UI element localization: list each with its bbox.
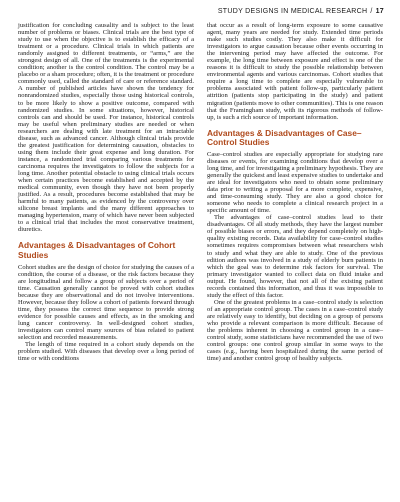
- running-header: [218, 8, 384, 15]
- paragraph: The length of time required in a cohort study depends on the problem studied. With diseases that develop over a long period of time or with conditions: [18, 341, 194, 363]
- left-column: [18, 22, 194, 362]
- paragraph: justification for concluding causality and is subject to the least number of problems or biases. Clinical trials are the best type of study to use when the objective is to establish the efficacy of a treatment or a procedure. Clinical trials in which patients are randomly assigned to different treatments, or “arms,” are the strongest design of all. One of the treatments is the experimental condition; another is the control condition. The control may be a placebo or a sham procedure; often, it is the treatment or procedure commonly used, called the standard of care or reference standard. A number of published articles have shown the tendency for nonrandomized studies, especially those using historical controls, to be more likely to show a positive outcome, compared with randomized studies. In some situations, however, historical controls can and should be used. For instance, historical controls may be useful when preliminary studies are needed or when researchers are dealing with late treatment for an intractable disease, such as advanced cancer. Although clinical trials provide the greatest justification for determining causation, obstacles to using them include their great expense and long duration. For instance, a randomized trial comparing various treatments for carcinoma requires the investigators to follow the subjects for a long time. Another potential obstacle to using clinical trials occurs when certain practices become established and accepted by the medical community, even though they have not been properly justified. As a result, procedures become established that may be harmful to many patients, as evidenced by the controversy over silicone breast implants and the many different approaches to managing hypertension, many of which have never been subjected to a clinical trial that includes the most conservative treatment, diuretics.: [18, 22, 194, 234]
- paragraph: The advantages of case–control studies lead to their disadvantages. Of all study methods, they have the largest number of possible biases or errors, and they depend completely on high-quality existing records. Data availability for case–control studies sometimes requires compromises between what researchers wish to study and what they are able to study. One of the previous edition authors was involved in a study of elderly burn patients in which the goal was to determine risk factors for survival. The primary investigator wanted to collect data on fluid intake and output. He found, however, that not all of the existing patient records contained this information, and thus it was impossible to study the effect of this factor.: [207, 214, 383, 299]
- paragraph: One of the greatest problems in a case–control study is selection of an appropriate control group. The cases in a case–control study are relatively easy to identify, but deciding on a group of persons who provide a relevant comparison is more difficult. Because of the problems inherent in choosing a control group in a case–control study, some statisticians have recommended the use of two control groups: one control group similar in some ways to the cases (e.g., having been hospitalized during the same period of time) and another control group of healthy subjects.: [207, 298, 383, 363]
- page-number: 17: [375, 8, 384, 15]
- paragraph: Cohort studies are the design of choice for studying the causes of a condition, the course of a disease, or the risk factors because they are longitudinal and follow a group of subjects over a period of time. Causation generally cannot be proved with cohort studies because they are observational and do not involve interventions. However, because they follow a cohort of patients forward through time, they possess the correct time sequence to provide strong evidence for possible causes and effects, as in the smoking and lung cancer controversy. In well-designed cohort studies, investigators can control many sources of bias related to patient selection and recorded measurements.: [18, 263, 194, 342]
- section-heading-cohort: Advantages & Disadvantages of Cohort Studies: [18, 240, 176, 260]
- right-column: [207, 22, 383, 362]
- paragraph: Case–control studies are especially appropriate for studying rare diseases or events, for examining conditions that develop over a long time, and for investigating a preliminary hypothesis. They are generally the quickest and least expensive studies to undertake and are ideal for investigators who need to obtain some preliminary data prior to writing a proposal for a more complete, expensive, and time-consuming study. They are also a good choice for someone who needs to complete a clinical research project in a specific amount of time.: [207, 150, 383, 215]
- header-separator: /: [370, 8, 373, 15]
- section-heading-case-control: Advantages & Disadvantages of Case–Control Studies: [207, 127, 362, 148]
- paragraph: that occur as a result of long-term exposure to some causative agent, many years are needed for study. Extended time periods make such studies costly. They also make it difficult for investigators to argue causation because other events occurring in the intervening period may have affected the outcome. For example, the long time between exposure and effect is one of the reasons it is difficult to study the possible relationship between environmental agents and various carcinomas. Cohort studies that require a long time to complete are especially vulnerable to problems associated with patient follow-up, particularly patient attrition (patients stop participating in the study) and patient migration (patients move to other communities). This is one reason that the Framingham study, with its rigorous methods of follow-up, is such a rich source of important information.: [207, 22, 383, 121]
- running-title: STUDY DESIGNS IN MEDICAL RESEARCH: [217, 8, 368, 15]
